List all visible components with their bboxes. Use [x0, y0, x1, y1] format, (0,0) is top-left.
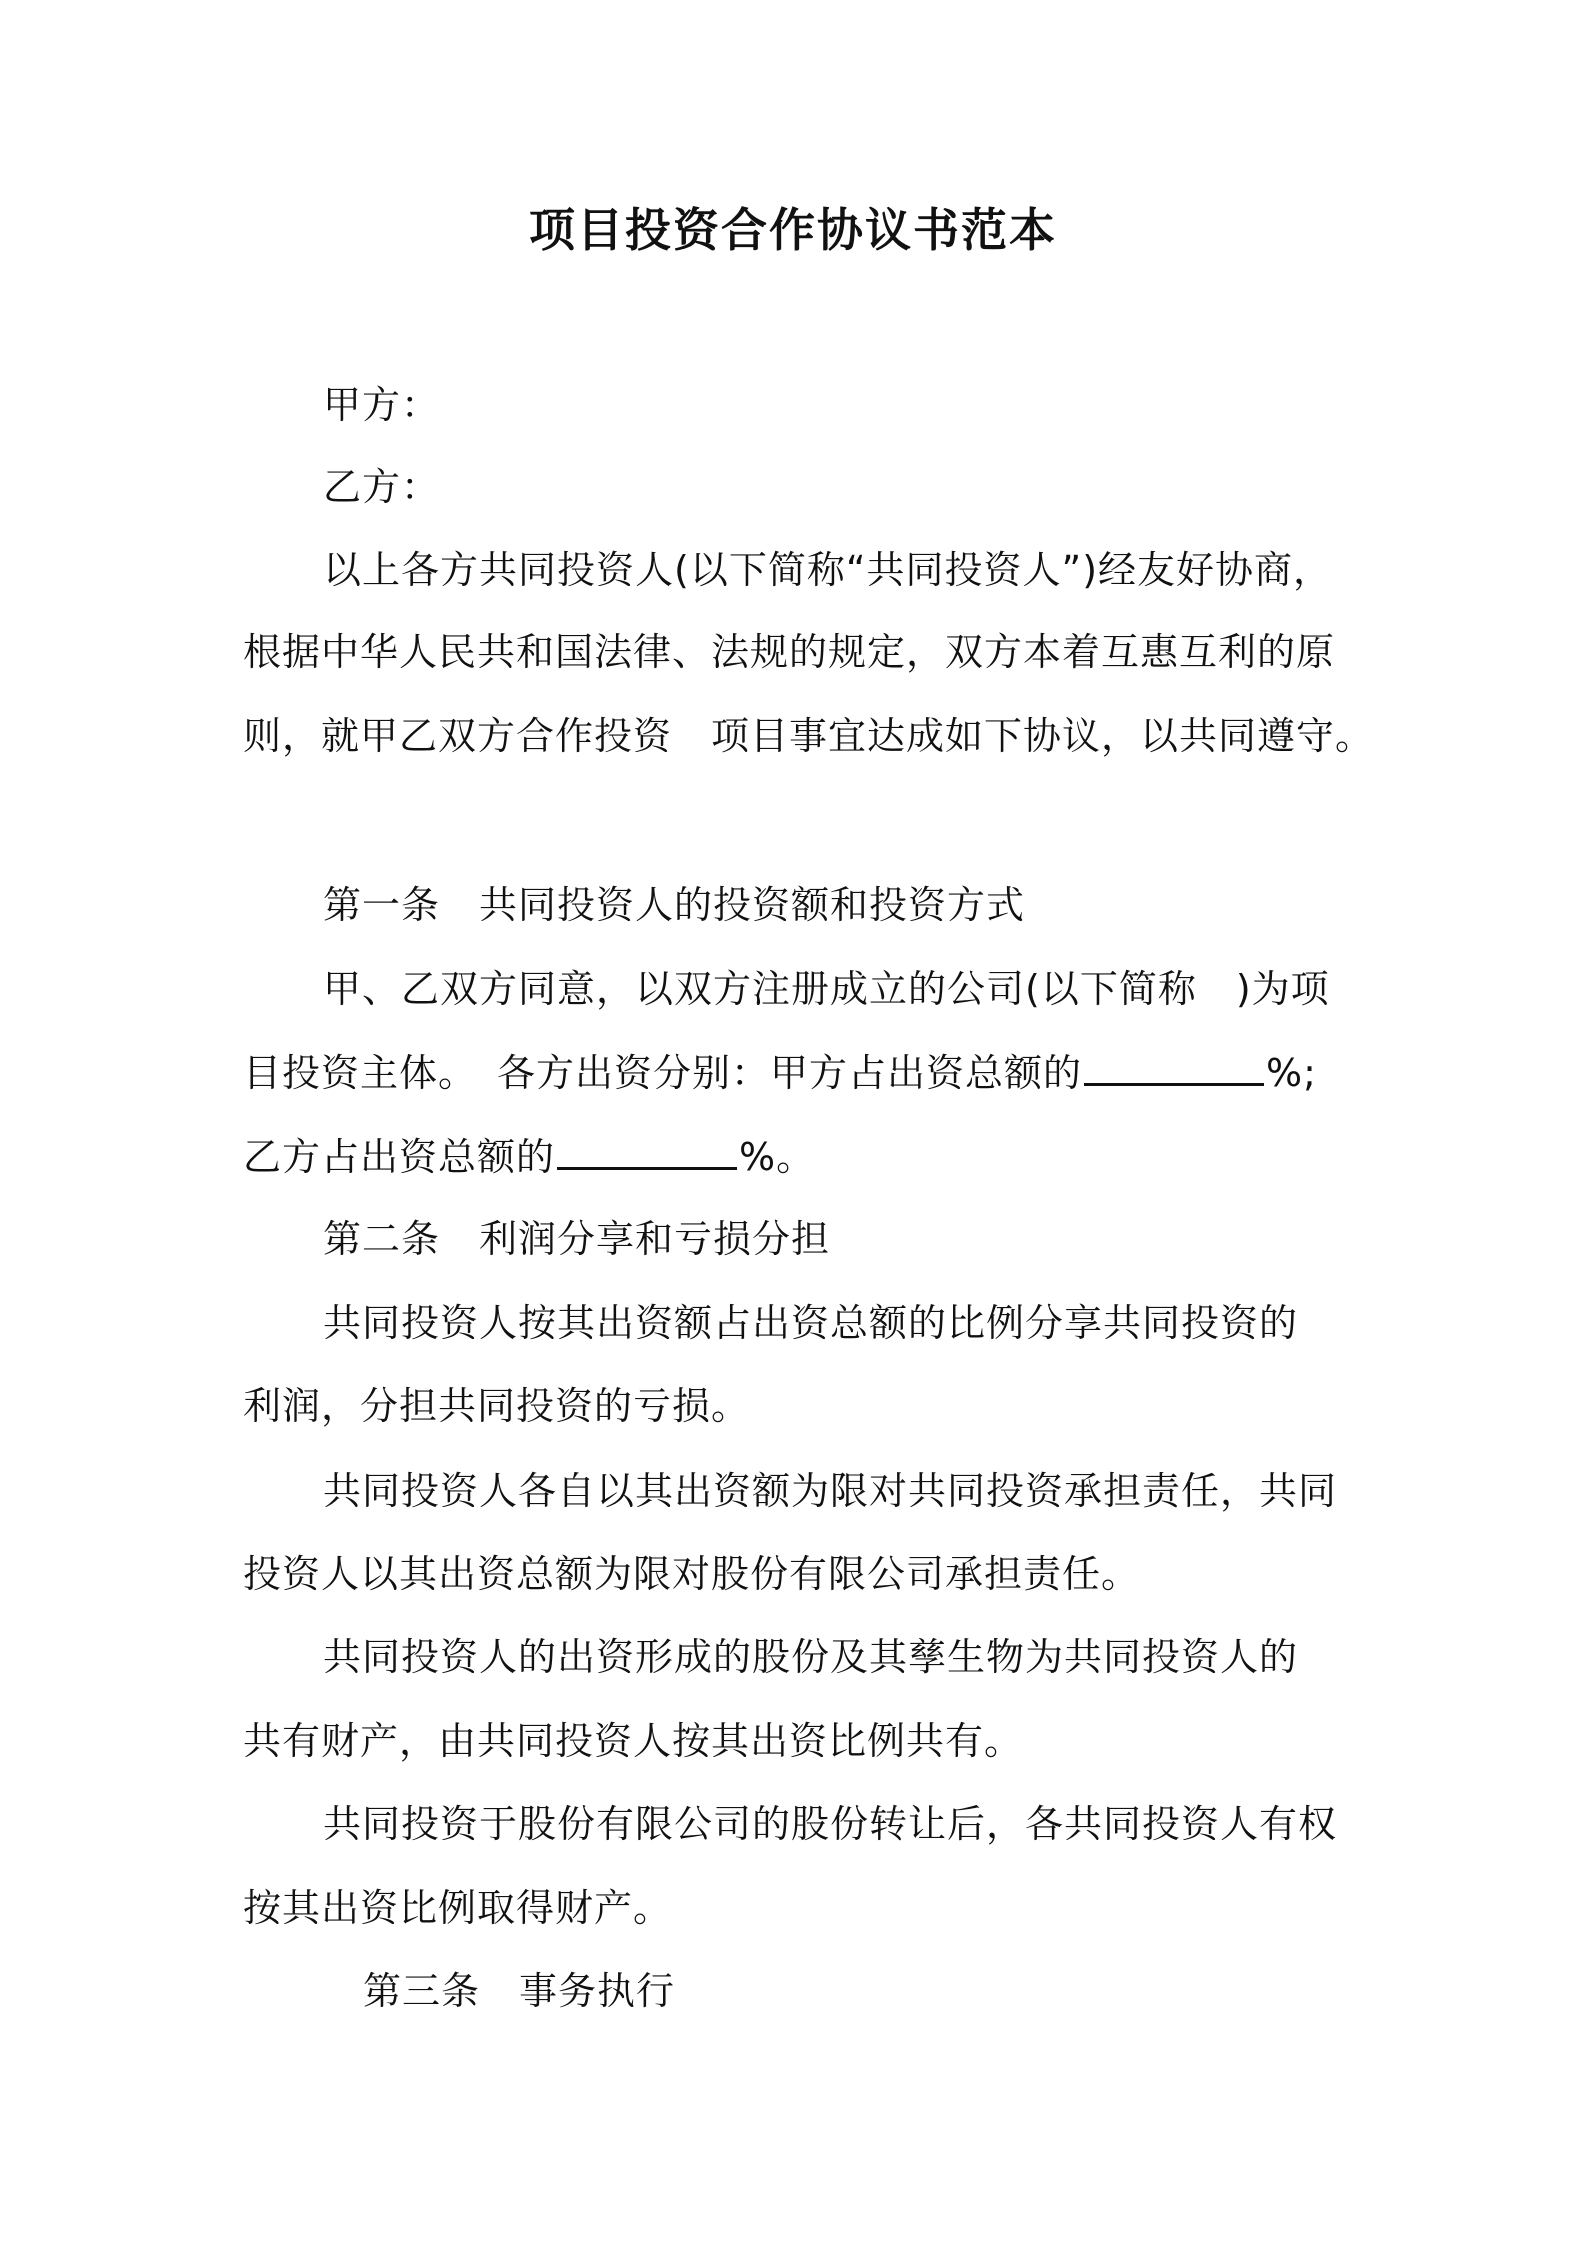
article-2-p1-line-1: 共同投资人按其出资额占出资总额的比例分享共同投资的	[323, 1301, 1299, 1345]
intro-line-2: 根据中华人民共和国法律、法规的规定，双方本着互惠互利的原	[243, 630, 1336, 674]
article-2-heading: 第二条 利润分享和亏损分担	[323, 1217, 831, 1261]
article-1-line-2	[243, 1047, 1317, 1098]
article-2-p4-line-1: 共同投资于股份有限公司的股份转让后，各共同投资人有权	[323, 1802, 1338, 1846]
party-a-label: 甲方：	[323, 383, 441, 427]
article-2-p2-line-2: 投资人以其出资总额为限对股份有限公司承担责任。	[243, 1552, 1141, 1596]
article-1-line-3-suffix: %。	[739, 1135, 816, 1179]
article-2-p2-line-1: 共同投资人各自以其出资额为限对共同投资承担责任，共同	[323, 1469, 1338, 1513]
article-2-p1-line-2: 利润，分担共同投资的亏损。	[243, 1384, 751, 1428]
article-1-line-3	[243, 1131, 815, 1182]
article-1-heading: 第一条 共同投资人的投资额和投资方式	[323, 883, 1026, 927]
party-b-label: 乙方：	[323, 465, 441, 509]
intro-line-3: 则，就甲乙双方合作投资 项目事宜达成如下协议，以共同遵守。	[243, 714, 1375, 758]
article-1-line-1: 甲、乙双方同意，以双方注册成立的公司(以下简称 )为项	[323, 967, 1330, 1011]
article-2-p3-line-2: 共有财产，由共同投资人按其出资比例共有。	[243, 1719, 1024, 1763]
article-2-p3-line-1: 共同投资人的出资形成的股份及其孳生物为共同投资人的	[323, 1635, 1299, 1679]
article-1-line-2-text: 目投资主体。 各方出资分别：甲方占出资总额的	[243, 1051, 1083, 1095]
party-b-share-blank[interactable]	[557, 1131, 737, 1170]
party-a-share-blank[interactable]	[1084, 1047, 1264, 1086]
article-1-line-2-suffix: %;	[1266, 1051, 1317, 1095]
article-2-p4-line-2: 按其出资比例取得财产。	[243, 1886, 673, 1930]
article-1-line-3-text: 乙方占出资总额的	[243, 1135, 556, 1179]
article-3-heading: 第三条 事务执行	[363, 1969, 676, 2013]
intro-line-1: 以上各方共同投资人(以下简称“共同投资人”)经友好协商，	[323, 548, 1333, 592]
document-title: 项目投资合作协议书范本	[529, 203, 1057, 257]
